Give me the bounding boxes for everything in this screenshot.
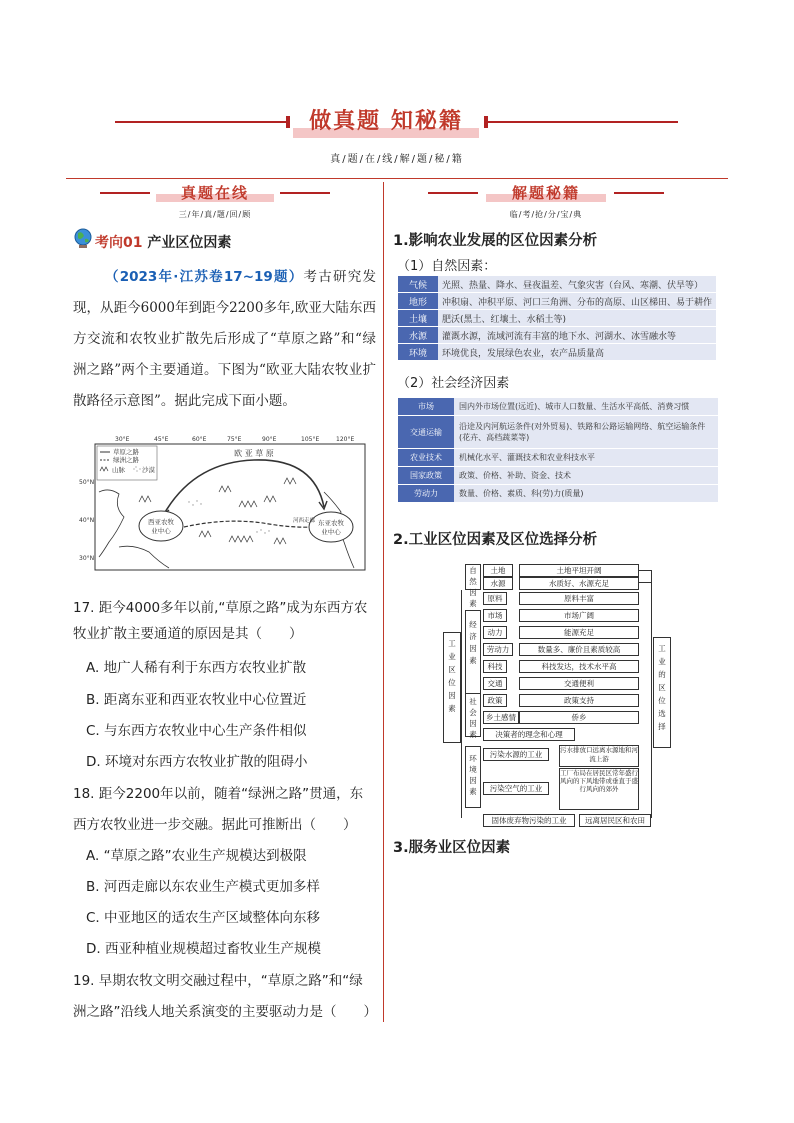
- question-17-stem: 17. 距今4000多年以前,“草原之路”成为东西方农牧业扩散主要通道的原因是其（ ）: [73, 600, 368, 642]
- left-banner: [100, 184, 330, 204]
- factor-value: 沿途及内河航运条件(对外贸易)、铁路和公路运输网络、航空运输条件(花卉、高档蔬菜等): [454, 416, 718, 448]
- factor-box: 科技: [483, 660, 507, 673]
- factor-key: 交通运输: [398, 416, 454, 448]
- lat-label: 30°N: [79, 555, 95, 562]
- factor-value: 灌溉水源，流域河流有丰富的地下水、河湖水、冰雪融水等: [438, 327, 716, 343]
- lat-label: 40°N: [79, 517, 95, 524]
- factor-box: 污染空气的工业: [483, 782, 549, 795]
- factor-box: 乡土感情: [483, 711, 519, 724]
- table-row: [398, 327, 716, 343]
- west-center-label: 西亚农牧: [148, 518, 174, 526]
- lon-label: 120°E: [336, 436, 355, 443]
- factor-detail: 交通便利: [519, 677, 639, 690]
- factor-detail: 市场广阔: [519, 609, 639, 622]
- factor-detail: 能源充足: [519, 626, 639, 639]
- legend-oasis: 绿洲之路: [113, 456, 139, 464]
- table-row: [398, 310, 716, 326]
- question-intro-text: 考古研究发现，从距今6000年到距今2200多年,欧亚大陆东西方交流和农牧业扩散先后形成了“草原之路”和“绿洲之路”两个主要通道。下图为“欧亚大陆农牧业扩散路径示意图”。据此完成下面小题。: [73, 269, 377, 409]
- lon-label: 90°E: [262, 436, 277, 443]
- eurasia-map: [79, 432, 369, 572]
- question-17-option-d[interactable]: D. 环境对东西方农牧业扩散的阻碍小: [86, 754, 308, 770]
- question-18-option-b[interactable]: B. 河西走廊以东农业生产模式更加多样: [86, 879, 320, 895]
- question-18-stem: 18. 距今2200年以前，随着“绿洲之路”贯通，东西方农牧业进一步交融。据此可推断出（ ）: [73, 786, 364, 833]
- header-separator: [66, 178, 728, 179]
- factor-box: 政策: [483, 694, 507, 707]
- factor-detail: 水质好、水源充足: [519, 577, 639, 590]
- factor-key: 市场: [398, 398, 454, 415]
- factor-key: 劳动力: [398, 485, 454, 502]
- lon-label: 75°E: [227, 436, 242, 443]
- table-row: [398, 485, 718, 502]
- factor-key: 环境: [398, 344, 438, 360]
- table-row: [398, 449, 718, 466]
- factor-value: 光照、热量、降水、昼夜温差、气象灾害（台风、寒潮、伏旱等）: [438, 276, 716, 292]
- east-center-label: 东亚农牧: [318, 519, 344, 527]
- factor-detail: 侨乡: [519, 711, 639, 724]
- section-service-heading: 3.服务业区位因素: [393, 840, 511, 856]
- natural-factors-title: （1）自然因素：: [397, 259, 497, 274]
- factor-box: 动力: [483, 626, 507, 639]
- svg-text:业中心: 业中心: [151, 527, 171, 535]
- table-row: [398, 276, 716, 292]
- group-natural: 自然因素: [465, 564, 481, 590]
- group-environment: 环境因素: [465, 746, 481, 808]
- diagram-left-title: 工业区位因素: [443, 632, 461, 743]
- question-18-option-a[interactable]: A. “草原之路”农业生产规模达到极限: [86, 848, 307, 864]
- question-17-option-c[interactable]: C. 与东西方农牧业中心生产条件相似: [86, 723, 307, 739]
- lon-label: 30°E: [115, 436, 130, 443]
- factor-box: 市场: [483, 609, 507, 622]
- question-intro: [73, 262, 376, 417]
- right-banner-title: 解题秘籍: [511, 184, 580, 202]
- factor-box: 土地: [483, 564, 513, 577]
- header-rule-left: [115, 121, 290, 123]
- factor-box: 污染水源的工业: [483, 748, 549, 761]
- factor-detail: 远离居民区和农田: [579, 814, 651, 827]
- question-source: （2023年·江苏卷17~19题）: [105, 269, 304, 285]
- header-rule-cap-left: [286, 116, 290, 128]
- page-subtitle: 真/题/在/线/解/题/秘/籍: [330, 154, 464, 165]
- factor-detail: 数量多、廉价且素质较高: [519, 643, 639, 656]
- page-title-text: 做真题 知秘籍: [309, 109, 463, 134]
- section-industry-heading: 2.工业区位因素及区位选择分析: [393, 532, 598, 548]
- svg-text:业中心: 业中心: [321, 528, 341, 536]
- factor-key: 水源: [398, 327, 438, 343]
- right-banner-subtitle: 临/考/抢/分/宝/典: [509, 210, 583, 219]
- factor-detail: 污水排放口远离水源地和河流上游: [559, 745, 639, 767]
- header-rule-right: [484, 121, 678, 123]
- factor-key: 气候: [398, 276, 438, 292]
- question-17-option-a[interactable]: A. 地广人稀有利于东西方农牧业扩散: [86, 660, 307, 676]
- left-banner-title: 真题在线: [180, 184, 249, 202]
- question-19-stem: 19. 早期农牧文明交融过程中，“草原之路”和“绿洲之路”沿线人地关系演变的主要驱动力是（ ）: [73, 973, 377, 1020]
- factor-box: 交通: [483, 677, 507, 690]
- table-row: [398, 416, 718, 448]
- globe-icon: [73, 228, 93, 254]
- right-banner: [428, 184, 664, 204]
- factor-value: 数量、价格、素质、科(劳)力(质量): [454, 485, 718, 502]
- table-row: [398, 398, 718, 415]
- factor-detail: 科技发达，技术水平高: [519, 660, 639, 673]
- kaoxiang-label: 考向01: [95, 235, 143, 251]
- lat-label: 50°N: [79, 479, 95, 486]
- legend-mountain: 山脉: [112, 466, 125, 474]
- question-18-option-c[interactable]: C. 中亚地区的适农生产区域整体向东移: [86, 910, 321, 926]
- factor-box-wide: 决策者的理念和心理: [483, 728, 575, 741]
- natural-factors-table: [398, 275, 716, 361]
- section-agri-heading: 1.影响农业发展的区位因素分析: [393, 233, 598, 249]
- diagram-right-title: 工业的区位选择: [653, 637, 671, 748]
- factor-value: 冲积扇、冲积平原、河口三角洲、分布的高原、山区梯田、易于耕作: [438, 293, 716, 309]
- legend-steppe: 草原之路: [113, 448, 139, 456]
- factor-key: 地形: [398, 293, 438, 309]
- group-social: 社会因素: [465, 693, 481, 737]
- map-region-label: 欧 亚 草 原: [234, 449, 274, 458]
- column-divider: [383, 182, 384, 1022]
- kaoxiang-heading: [95, 232, 231, 252]
- lon-label: 105°E: [301, 436, 320, 443]
- factor-value: 政策、价格、补助、资金、技术: [454, 467, 718, 484]
- factor-detail: 政策支持: [519, 694, 639, 707]
- page-title: [293, 104, 479, 136]
- factor-key: 国家政策: [398, 467, 454, 484]
- social-factors-title: （2）社会经济因素: [397, 376, 510, 391]
- table-row: [398, 467, 718, 484]
- factor-box: 水源: [483, 577, 513, 590]
- factor-value: 环境优良，发展绿色农业，农产品质量高: [438, 344, 716, 360]
- lon-label: 45°E: [154, 436, 169, 443]
- left-banner-subtitle: 三/年/真/题/回/顾: [178, 210, 252, 219]
- factor-detail: 土地平坦开阔: [519, 564, 639, 577]
- corridor-label: 河西走廊: [292, 518, 316, 524]
- header-rule-cap-right: [484, 116, 488, 128]
- factor-key: 农业技术: [398, 449, 454, 466]
- kaoxiang-topic: 产业区位因素: [147, 235, 232, 251]
- factor-box: 劳动力: [483, 643, 513, 656]
- group-economic: 经济因素: [465, 610, 481, 696]
- question-17-option-b[interactable]: B. 距离东亚和西亚农牧业中心位置近: [86, 692, 307, 708]
- table-row: [398, 293, 716, 309]
- factor-detail: 工厂布局在居民区常年盛行风向的下风地带或垂直于盛行风向的郊外: [559, 768, 639, 810]
- social-factors-table: [398, 397, 718, 503]
- factor-value: 肥沃(黑土、红壤土、水稻土等): [438, 310, 716, 326]
- factor-box-wide: 固体废弃物污染的工业: [483, 814, 575, 827]
- factor-value: 机械化水平、灌溉技术和农业科技水平: [454, 449, 718, 466]
- table-row: [398, 344, 716, 360]
- legend-desert: 沙漠: [142, 466, 155, 474]
- question-18-option-d[interactable]: D. 西亚种植业规模超过畜牧业生产规模: [86, 941, 321, 957]
- factor-key: 土壤: [398, 310, 438, 326]
- factor-value: 国内外市场位置(远近)、城市人口数量、生活水平高低、消费习惯: [454, 398, 718, 415]
- factor-detail: 原料丰富: [519, 592, 639, 605]
- industry-location-diagram: [441, 562, 671, 827]
- lon-label: 60°E: [192, 436, 207, 443]
- factor-box: 原料: [483, 592, 507, 605]
